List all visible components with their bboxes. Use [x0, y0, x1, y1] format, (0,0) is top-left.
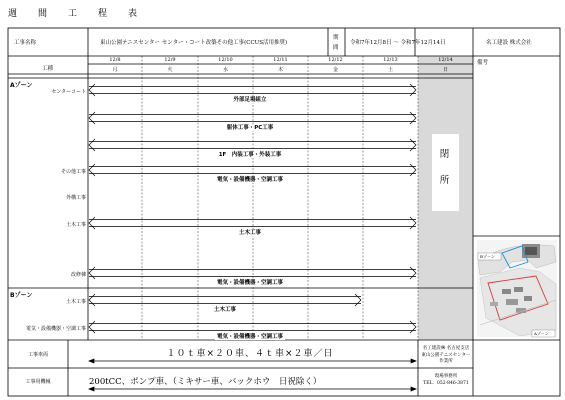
- task-bar: [100, 166, 400, 185]
- vehicles-value: １０ｔ車×２０車、４ｔ車×２車／日: [166, 349, 334, 359]
- period-label-1: 期: [333, 35, 339, 41]
- work-name: 東山公園テニスセンター センター・コート改築その他工事(CCUS活用推奨): [100, 40, 288, 46]
- task-bar: [100, 86, 400, 105]
- task-bar: [100, 296, 350, 315]
- task-label: 電気・設備機器・空調工事: [216, 177, 283, 183]
- day-dow: 木: [277, 67, 283, 73]
- day-date: 12/12: [328, 57, 343, 63]
- task-bar: [100, 114, 400, 133]
- task-label: 電気・設備機器・空調工事: [216, 334, 283, 340]
- task-bar: [100, 323, 400, 342]
- day-date: 12/10: [218, 57, 233, 63]
- day-date: 12/9: [164, 57, 176, 63]
- task-bar: [100, 141, 400, 160]
- machines-label: 工事用機械: [25, 379, 51, 385]
- map-label-zone-b: Bゾーン: [480, 254, 495, 259]
- period-label-2: 間: [333, 45, 339, 51]
- machines-value: 200tCC、ポンプ車、（ミキサー車、バックホウ 日祝除く）: [89, 377, 322, 387]
- row-label-civil: 土木工事: [65, 222, 86, 228]
- vehicles-label: 工事車両: [27, 352, 48, 358]
- work-period: 令和7年12月8日 〜 令和7年12月14日: [350, 40, 446, 46]
- day-date: 12/8: [109, 57, 121, 63]
- day-dow: 水: [222, 67, 228, 73]
- task-label: 1F 内装工事・外装工事: [218, 152, 282, 158]
- work-name-label: 工事名称: [14, 40, 37, 46]
- task-label: 土木工事: [213, 307, 236, 313]
- task-label: 電気・設備機器・空調工事: [216, 280, 283, 286]
- remarks-column-header: 備考: [477, 60, 489, 66]
- closed-notice-line2: 所: [439, 175, 452, 186]
- row-label-b-civil: 土木工事: [65, 299, 86, 305]
- day-dow: 金: [332, 67, 338, 73]
- day-date: 12/13: [383, 57, 398, 63]
- company-name: 名工建設 株式会社: [486, 40, 532, 46]
- zone-b-label: Bゾーン: [10, 292, 33, 299]
- task-bar: [100, 269, 400, 288]
- page-title: 週 間 工 程 表: [8, 9, 144, 19]
- day-dow: 土: [387, 67, 393, 73]
- office-line-1: 名工建設㈱ 名古屋支店: [422, 346, 470, 351]
- map-label-zone-a: Aゾーン: [534, 331, 549, 336]
- zone-a-label: Aゾーン: [10, 82, 33, 89]
- closed-notice-line1: 閉: [439, 149, 452, 160]
- day-dow: 日: [442, 67, 448, 73]
- row-label-renovation: 改修棟: [70, 272, 86, 278]
- task-label: 土木工事: [238, 230, 261, 236]
- row-label-center-court: センターコート: [51, 89, 86, 95]
- office-line-2: 東山公園テニスセンター作業所: [421, 353, 471, 364]
- day-dow: 月: [112, 67, 118, 73]
- site-office-label: 現場事務所: [434, 374, 458, 379]
- task-label: 外部足場組立: [233, 97, 267, 103]
- row-label-exterior: 外構工事: [65, 195, 86, 201]
- day-date: 12/11: [273, 57, 288, 63]
- task-bar: [100, 219, 400, 238]
- site-office-tel: TEL：052-846-3871: [423, 381, 469, 386]
- row-label-b-electrical: 電気・設備機器・空調工事: [25, 326, 86, 332]
- day-date: 12/14: [438, 57, 453, 63]
- row-label-other-work: その他工事: [60, 169, 86, 175]
- day-dow: 火: [167, 67, 173, 73]
- type-column-header: 工種: [42, 66, 54, 72]
- task-label: 躯体工事・PC工事: [226, 125, 274, 131]
